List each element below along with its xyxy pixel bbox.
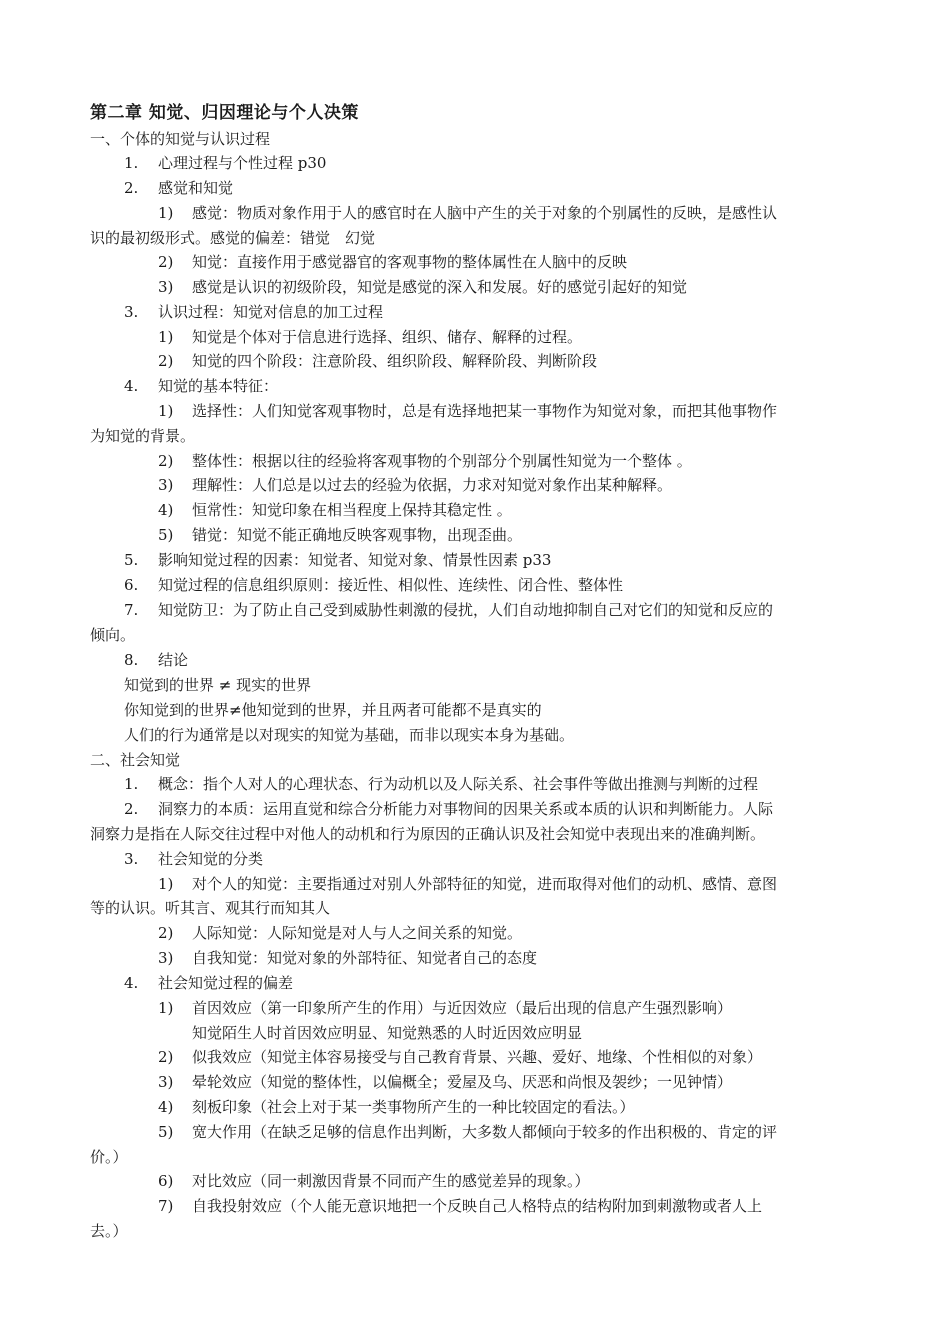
item-number: 4. — [124, 974, 139, 992]
item-number: 1. — [124, 775, 139, 793]
item-text: 影响知觉过程的因素：知觉者、知觉对象、情景性因素 p33 — [158, 551, 552, 569]
sub-item-number: 4) — [158, 501, 174, 519]
sub-item-text: 对个人的知觉：主要指通过对别人外部特征的知觉，进而取得对他们的动机、感情、意图 — [192, 875, 778, 893]
sub-item-text: 自我投射效应（个人能无意识地把一个反映自己人格特点的结构附加到刺激物或者人上 — [192, 1197, 763, 1215]
sub-item-number: 3) — [158, 278, 174, 296]
sub-item-number: 3) — [158, 1073, 174, 1091]
sub-item-number: 2) — [158, 352, 174, 370]
item-number: 3. — [124, 303, 139, 321]
sub-item-text: 似我效应（知觉主体容易接受与自己教育背景、兴趣、爱好、地缘、个性相似的对象） — [192, 1048, 763, 1066]
item-text: 社会知觉的分类 — [158, 850, 264, 868]
item-number: 3. — [124, 850, 139, 868]
sub-item-number: 1) — [158, 402, 174, 420]
sub-item-number: 5) — [158, 526, 174, 544]
chapter-title: 第二章 知觉、归因理论与个人决策 — [90, 103, 359, 123]
sub-item-text: 晕轮效应（知觉的整体性，以偏概全；爱屋及乌、厌恶和尚恨及袈纱；一见钟情） — [192, 1073, 733, 1091]
continuation-line: 洞察力是指在人际交往过程中对他人的动机和行为原因的正确认识及社会知觉中表现出来的准确判断。 — [90, 825, 766, 843]
item-number: 4. — [124, 377, 139, 395]
sub-item-text: 恒常性：知觉印象在相当程度上保持其稳定性 。 — [192, 501, 512, 519]
sub-item-number: 6) — [158, 1172, 174, 1190]
sub-item-text: 首因效应（第一印象所产生的作用）与近因效应（最后出现的信息产生强烈影响） — [192, 999, 733, 1017]
item-number: 1. — [124, 154, 139, 172]
sub-item-number: 4) — [158, 1098, 174, 1116]
item-text: 知觉防卫：为了防止自己受到威胁性刺激的侵扰，人们自动地抑制自己对它们的知觉和反应的 — [158, 601, 774, 619]
continuation-line: 倾向。 — [90, 626, 136, 644]
sub-item-number: 7) — [158, 1197, 174, 1215]
sub-item-text: 错觉：知觉不能正确地反映客观事物，出现歪曲。 — [192, 526, 523, 544]
continuation-line: 识的最初级形式。感觉的偏差：错觉 幻觉 — [90, 229, 376, 247]
sub-item-number: 1) — [158, 204, 174, 222]
sub-item-number: 2) — [158, 924, 174, 942]
sub-item-number: 2) — [158, 253, 174, 271]
item-text: 洞察力的本质：运用直觉和综合分析能力对事物间的因果关系或本质的认识和判断能力。人际 — [158, 800, 774, 818]
sub-item-number: 3) — [158, 476, 174, 494]
document-page — [90, 0, 862, 1344]
sub-item-number: 2) — [158, 1048, 174, 1066]
sub-item-text: 宽大作用（在缺乏足够的信息作出判断，大多数人都倾向于较多的作出积极的、肯定的评 — [192, 1123, 778, 1141]
sub-item-text: 人际知觉：人际知觉是对人与人之间关系的知觉。 — [192, 924, 523, 942]
sub-item-text: 整体性：根据以往的经验将客观事物的个别部分个别属性知觉为一个整体 。 — [192, 452, 692, 470]
conclusion-text: 人们的行为通常是以对现实的知觉为基础，而非以现实本身为基础。 — [124, 726, 575, 744]
conclusion-text: 知觉到的世界 ≠ 现实的世界 — [124, 676, 312, 694]
sub-item-text: 自我知觉：知觉对象的外部特征、知觉者自己的态度 — [192, 949, 538, 967]
sub-item-number: 2) — [158, 452, 174, 470]
item-number: 6. — [124, 576, 139, 594]
sub-item-text: 知觉：直接作用于感觉器官的客观事物的整体属性在人脑中的反映 — [192, 253, 628, 271]
sub-item-number: 1) — [158, 328, 174, 346]
item-number: 2. — [124, 179, 139, 197]
sub-item-text: 选择性：人们知觉客观事物时，总是有选择地把某一事物作为知觉对象，而把其他事物作 — [192, 402, 778, 420]
sub-item-number: 1) — [158, 875, 174, 893]
sub-item-number: 3) — [158, 949, 174, 967]
sub-item-text: 理解性：人们总是以过去的经验为依据，力求对知觉对象作出某种解释。 — [192, 476, 673, 494]
item-text: 结论 — [158, 651, 189, 669]
item-text: 认识过程：知觉对信息的加工过程 — [158, 303, 384, 321]
item-text: 心理过程与个性过程 p30 — [158, 154, 327, 172]
item-number: 7. — [124, 601, 139, 619]
continuation-line: 价。） — [90, 1148, 128, 1166]
sub-item-number: 1) — [158, 999, 174, 1017]
section-heading: 一、个体的知觉与认识过程 — [90, 130, 271, 148]
item-text: 概念：指个人对人的心理状态、行为动机以及人际关系、社会事件等做出推测与判断的过程 — [158, 775, 759, 793]
sub-item-text: 知觉是个体对于信息进行选择、组织、储存、解释的过程。 — [192, 328, 583, 346]
item-number: 8. — [124, 651, 139, 669]
continuation-line: 去。） — [90, 1222, 128, 1240]
item-number: 2. — [124, 800, 139, 818]
sub-item-text: 感觉是认识的初级阶段，知觉是感觉的深入和发展。好的感觉引起好的知觉 — [192, 278, 688, 296]
continuation-line: 等的认识。听其言、观其行而知其人 — [90, 899, 331, 917]
sub-item-text: 刻板印象（社会上对于某一类事物所产生的一种比较固定的看法。） — [192, 1098, 635, 1116]
continuation-line: 为知觉的背景。 — [90, 427, 196, 445]
item-text: 感觉和知觉 — [158, 179, 234, 197]
sub-item-number: 5) — [158, 1123, 174, 1141]
item-text: 知觉过程的信息组织原则：接近性、相似性、连续性、闭合性、整体性 — [158, 576, 624, 594]
conclusion-text: 你知觉到的世界≠他知觉到的世界，并且两者可能都不是真实的 — [124, 701, 542, 719]
section-heading: 二、社会知觉 — [90, 751, 181, 769]
sub-item-text: 知觉陌生人时首因效应明显、知觉熟悉的人时近因效应明显 — [192, 1024, 583, 1042]
item-text: 社会知觉过程的偏差 — [158, 974, 294, 992]
sub-item-text: 对比效应（同一刺激因背景不同而产生的感觉差异的现象。） — [192, 1172, 590, 1190]
sub-item-text: 知觉的四个阶段：注意阶段、组织阶段、解释阶段、判断阶段 — [192, 352, 598, 370]
item-text: 知觉的基本特征： — [158, 377, 279, 395]
sub-item-text: 感觉：物质对象作用于人的感官时在人脑中产生的关于对象的个别属性的反映，是感性认 — [192, 204, 778, 222]
item-number: 5. — [124, 551, 139, 569]
